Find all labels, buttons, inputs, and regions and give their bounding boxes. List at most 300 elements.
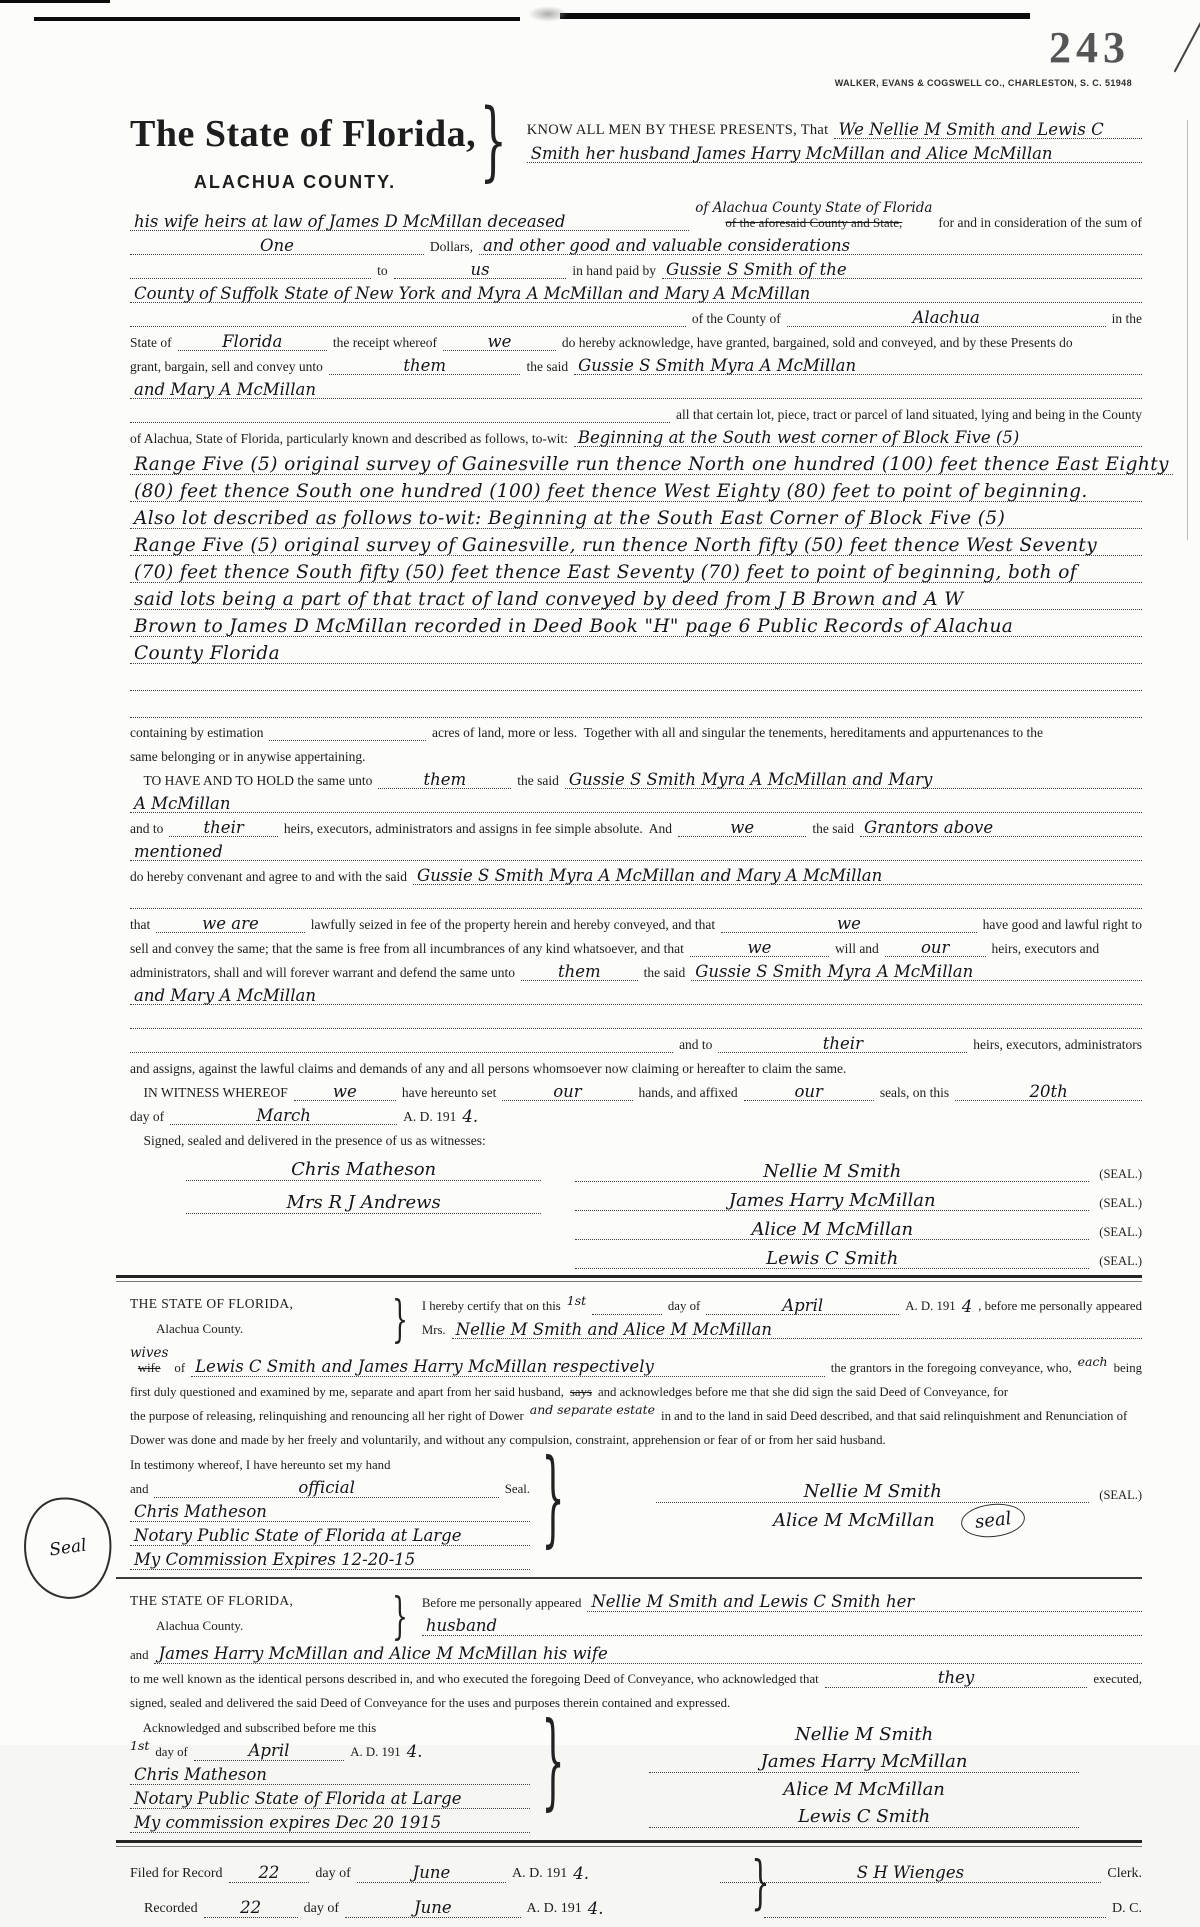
- state-caption: THE STATE OF FLORIDA,: [130, 1296, 294, 1312]
- form-line: [130, 330, 1142, 351]
- printed-text: executed,: [1093, 1671, 1142, 1686]
- handwritten-entry: Gussie S Smith of the: [662, 261, 1142, 279]
- section-divider: [116, 1840, 1142, 1847]
- handwritten-entry: Range Five (5) original survey of Gainesville, run thence North fifty (50) feet thence West Seventy: [130, 536, 1142, 556]
- handwritten-insertion: each: [1077, 1354, 1108, 1370]
- form-line: [130, 1643, 1142, 1664]
- form-line: [130, 1764, 530, 1785]
- scan-edge-line: [1187, 120, 1188, 540]
- header-left: [130, 96, 477, 193]
- handwritten-entry: we: [690, 939, 829, 957]
- blank-line: [764, 1917, 1106, 1918]
- form-line: [422, 1318, 1142, 1339]
- printed-text: same belonging or in anywise appertaining.: [130, 748, 366, 764]
- handwritten-entry: we: [443, 333, 556, 351]
- handwritten-entry: Gussie S Smith Myra A McMillan: [574, 357, 1142, 375]
- circled-seal: seal: [959, 1501, 1026, 1541]
- handwritten-entry: County of Suffolk State of New York and Myra A McMillan and Mary A McMillan: [130, 285, 1142, 303]
- handwritten-entry: We Nellie M Smith and Lewis C: [834, 121, 1142, 139]
- printed-text: and: [130, 1647, 149, 1662]
- form-line: [130, 201, 1142, 231]
- handwritten-entry: we are: [156, 915, 304, 933]
- printed-text: all that certain lot, piece, tract or parcel of land situated, lying and being in the County: [676, 406, 1142, 422]
- printed-text: and to: [130, 820, 164, 836]
- form-line: [130, 1740, 530, 1761]
- printed-text: Acknowledged and subscribed before me this: [130, 1720, 377, 1735]
- printed-text: Mrs.: [421, 1323, 446, 1338]
- handwritten-entry: 4.: [406, 1742, 423, 1762]
- printed-text: being: [1113, 1360, 1142, 1375]
- handwritten-insertion: and separate estate: [529, 1402, 656, 1418]
- form-line: [130, 1008, 1142, 1029]
- printed-text: IN WITNESS WHEREOF: [130, 1084, 288, 1100]
- form-line: [130, 984, 1142, 1005]
- blank-line: [130, 422, 670, 423]
- handwritten-entry: Notary Public State of Florida at Large: [130, 1527, 530, 1545]
- printed-text: in the: [1111, 310, 1142, 326]
- handwritten-entry: us: [394, 261, 567, 279]
- seal-label: (SEAL.): [1099, 1225, 1142, 1240]
- printed-text: heirs, executors, administrators: [973, 1036, 1142, 1052]
- printed-text: will and: [834, 940, 879, 956]
- printed-text: that: [130, 916, 151, 932]
- signature-row: [575, 1211, 1142, 1240]
- document-title: The State of Florida,: [130, 113, 477, 155]
- handwritten-entry: their: [718, 1035, 967, 1053]
- handwritten-insertion: of Alachua County State of Florida: [695, 200, 933, 216]
- form-line: [130, 1788, 530, 1809]
- printed-text: Before me personally appeared: [421, 1595, 582, 1610]
- seal-label: (SEAL.): [1099, 1196, 1142, 1211]
- printed-text: Dollars,: [429, 238, 473, 254]
- form-line: [130, 1453, 530, 1474]
- handwritten-entry: we: [294, 1083, 396, 1101]
- form-line: [130, 402, 1142, 423]
- filing-block: [130, 1847, 1142, 1919]
- printed-text: grant, bargain, sell and convey unto: [130, 358, 323, 374]
- form-line: [130, 1404, 1142, 1425]
- blank-line: [130, 278, 371, 279]
- handwritten-entry: they: [825, 1669, 1088, 1687]
- acknowledgment-body: [130, 1643, 1142, 1712]
- scan-smudge: [528, 6, 568, 22]
- handwritten-entry: Grantors above: [860, 819, 1142, 837]
- printed-text: first duly questioned and examined by me, separate and apart from her said husband,: [130, 1384, 564, 1399]
- printed-text: the said: [643, 964, 686, 980]
- handwritten-entry: Brown to James D McMillan recorded in Deed Book "H" page 6 Public Records of Alachua: [130, 617, 1142, 637]
- printed-text: of the County of: [691, 310, 781, 326]
- property-description: [130, 450, 1169, 718]
- form-line: [130, 744, 1142, 765]
- seal-label: (SEAL.): [1099, 1254, 1142, 1269]
- form-line: [130, 585, 1142, 610]
- printed-text: day of: [303, 1901, 339, 1917]
- handwritten-entry: 22: [229, 1864, 310, 1882]
- consideration-section: [130, 201, 1142, 447]
- form-line: [130, 306, 1142, 327]
- form-line: [422, 1591, 1142, 1612]
- handwritten-entry: Beginning at the South west corner of Block Five (5): [574, 429, 1142, 447]
- printed-text: A. D. 191: [350, 1744, 401, 1759]
- form-line: [130, 1549, 530, 1570]
- handwritten-entry: 4: [961, 1296, 973, 1316]
- notary-signature-block: [130, 1716, 530, 1836]
- acknowledgment-header: [130, 1290, 1142, 1349]
- printed-text: day of: [667, 1299, 701, 1314]
- acknowledging-signatures: [586, 1716, 1142, 1836]
- printed-text: for and in consideration of the sum of: [938, 214, 1142, 230]
- printed-text: of: [174, 1360, 186, 1375]
- form-line: [130, 1032, 1142, 1053]
- premises-opening: [527, 96, 1142, 166]
- printed-text: the said: [812, 820, 855, 836]
- printed-text: Clerk.: [1107, 1866, 1142, 1882]
- blank-line: [130, 717, 1142, 718]
- handwritten-entry: (70) feet thence South fifty (50) feet thence East Seventy (70) feet to point of beginning, both of: [130, 563, 1142, 583]
- acknowledging-signature: Alice M McMillan: [783, 1778, 945, 1800]
- handwritten-entry: Chris Matheson: [130, 1766, 530, 1784]
- form-line: [130, 1080, 1142, 1101]
- printed-text: A. D. 191: [905, 1299, 956, 1314]
- handwritten-entry: husband: [422, 1617, 1142, 1635]
- form-line: [130, 666, 1142, 691]
- blank-line: [130, 326, 686, 327]
- printed-text: day of: [315, 1866, 351, 1882]
- form-line: [130, 840, 1142, 861]
- handwritten-entry: Also lot described as follows to-wit: Beginning at the South East Corner of Block Five (5): [130, 509, 1142, 529]
- brace-glyph: }: [541, 1698, 565, 1821]
- state-caption: THE STATE OF FLORIDA,: [130, 1592, 294, 1608]
- acknowledgment-2: [130, 1586, 1142, 1836]
- printed-text: In testimony whereof, I have hereunto set my hand: [130, 1457, 391, 1472]
- county-caption: Alachua County.: [156, 1321, 244, 1337]
- form-line: [130, 864, 1142, 885]
- covenants-section: [130, 720, 1142, 1149]
- form-line: [130, 282, 1142, 303]
- certify-lines: [422, 1589, 1142, 1641]
- printed-text: seals, on this: [879, 1084, 950, 1100]
- handwritten-entry: mentioned: [130, 843, 1142, 861]
- brace-glyph: }: [751, 1847, 770, 1916]
- printed-text: Dower was done and made by her freely and voluntarily, and without any compulsion, constraint, apprehension or fear of or from her said husband.: [130, 1432, 886, 1447]
- handwritten-insertion: 1st: [130, 1738, 150, 1754]
- form-line: [130, 558, 1142, 583]
- signature-row: [656, 1503, 1142, 1539]
- blank-line: [269, 740, 426, 741]
- form-line: [130, 612, 1142, 637]
- printed-text: administrators, shall and will forever warrant and defend the same unto: [130, 964, 516, 980]
- handwritten-entry: Lewis C Smith and James Harry McMillan respectively: [191, 1358, 825, 1376]
- printed-text: sell and convey the same; that the same is free from all incumbrances of any kind whatsoever, and that: [130, 940, 684, 956]
- acknowledgment-header: [130, 1586, 1142, 1645]
- scan-artifact: [0, 0, 110, 3]
- brace-glyph: }: [541, 1435, 565, 1558]
- county-caption: Alachua County.: [156, 1617, 244, 1633]
- form-line: [130, 504, 1142, 529]
- venue-caption: [130, 1292, 378, 1344]
- printed-text: KNOW ALL MEN BY THESE PRESENTS, That: [526, 121, 829, 138]
- notary-signature-block: [130, 1453, 530, 1573]
- printed-text: heirs, executors, administrators and assigns in fee simple absolute. And: [283, 820, 672, 836]
- blank-line: [130, 908, 1142, 909]
- acknowledging-signature: Nellie M Smith: [794, 1723, 934, 1745]
- signature-row: [575, 1153, 1142, 1182]
- form-line: [130, 792, 1142, 813]
- form-line: [130, 1428, 1142, 1449]
- certify-lines: [422, 1292, 1142, 1344]
- handwritten-entry: One: [130, 237, 424, 255]
- acknowledging-signature: Nellie M Smith: [656, 1483, 1089, 1503]
- handwritten-entry: Alachua: [787, 309, 1106, 327]
- handwritten-entry: Notary Public State of Florida at Large: [130, 1790, 530, 1808]
- handwritten-entry: County Florida: [130, 644, 1142, 664]
- form-line: [130, 1128, 1142, 1149]
- handwritten-entry: Chris Matheson: [130, 1503, 530, 1521]
- form-line: [130, 477, 1142, 502]
- printed-text: to: [377, 262, 388, 278]
- acknowledging-signatures: [586, 1453, 1142, 1573]
- handwritten-entry: Smith her husband James Harry McMillan and Alice McMillan: [527, 145, 1142, 163]
- form-line: [130, 912, 1142, 933]
- printed-text: signed, sealed and delivered the said Deed of Conveyance for the uses and purposes therein contained and expressed.: [130, 1695, 731, 1710]
- printed-text: lawfully seized in fee of the property herein and hereby conveyed, and that: [310, 916, 716, 932]
- handwritten-entry: Nellie M Smith and Alice M McMillan: [452, 1321, 1142, 1339]
- grantor-signature-column: [575, 1153, 1142, 1269]
- printed-text: the purpose of releasing, relinquishing and renouncing all her right of Dower: [130, 1408, 524, 1423]
- handwritten-entry: them: [378, 771, 511, 789]
- printed-text: and acknowledges before me that she did sign the said Deed of Conveyance, for: [597, 1384, 1009, 1399]
- seal-label: (SEAL.): [1099, 1167, 1142, 1182]
- printed-text: I hereby certify that on this: [421, 1299, 561, 1314]
- handwritten-entry: 4.: [573, 1864, 590, 1884]
- handwritten-entry: 22: [204, 1899, 298, 1917]
- scan-artifact: [560, 13, 1030, 19]
- blank-line: [130, 690, 1142, 691]
- form-line: [130, 768, 1142, 789]
- form-line: [130, 1812, 530, 1833]
- section-divider: [116, 1577, 1142, 1579]
- page-number: 243: [1049, 23, 1130, 72]
- printed-text: do hereby acknowledge, have granted, bargained, sold and conveyed, and by these Presents do: [561, 334, 1073, 350]
- form-line: [130, 1056, 1142, 1077]
- form-line: [130, 639, 1142, 664]
- form-line: [130, 936, 1142, 957]
- printed-text: in hand paid by: [572, 262, 657, 278]
- struck-text: wife: [137, 1360, 161, 1375]
- form-line: [130, 426, 1142, 447]
- handwritten-entry: our: [502, 1083, 632, 1101]
- handwritten-entry: Gussie S Smith Myra A McMillan and Mary: [565, 771, 1142, 789]
- handwritten-entry: them: [329, 357, 521, 375]
- handwritten-entry: we: [678, 819, 806, 837]
- form-line: [130, 1477, 530, 1498]
- printed-text: A. D. 191: [512, 1866, 568, 1882]
- document-header: [130, 91, 1142, 193]
- handwritten-entry: April: [706, 1297, 899, 1315]
- printed-text: A. D. 191: [403, 1108, 457, 1124]
- acknowledgment-body: [130, 1346, 1142, 1448]
- handwritten-entry: official: [154, 1479, 498, 1497]
- deed-content: [48, 91, 1169, 1927]
- printed-text: D. C.: [1112, 1901, 1142, 1917]
- acknowledging-signature: James Harry McMillan: [649, 1745, 1079, 1773]
- county-title: ALACHUA COUNTY.: [193, 172, 397, 192]
- form-line: [130, 816, 1142, 837]
- overwritten-text: [695, 201, 932, 231]
- form-line: [527, 142, 1142, 163]
- form-line: [130, 960, 1142, 981]
- handwritten-entry: (80) feet thence South one hundred (100) feet thence West Eighty (80) feet to point of beginning.: [130, 482, 1142, 502]
- handwritten-entry: them: [521, 963, 638, 981]
- form-line: [422, 1615, 1142, 1636]
- form-line: [130, 1104, 1142, 1125]
- printed-text: to me well known as the identical persons described in, and who executed the foregoing Deed of Conveyance, who acknowledged that: [130, 1671, 819, 1686]
- handwritten-entry: June: [357, 1864, 506, 1882]
- form-line: [130, 1667, 1142, 1688]
- printed-text: TO HAVE AND TO HOLD the same unto: [130, 772, 373, 788]
- form-line: [130, 1501, 530, 1522]
- signature-block: [130, 1153, 1142, 1269]
- seal-word: Seal: [48, 1535, 88, 1561]
- handwritten-entry: Nellie M Smith and Lewis C Smith her: [587, 1593, 1142, 1611]
- form-line: [527, 118, 1142, 139]
- grantor-signature: Alice M McMillan: [575, 1221, 1089, 1241]
- handwritten-entry: our: [744, 1083, 874, 1101]
- signature-row: [575, 1240, 1142, 1269]
- handwritten-insertion: wives: [130, 1345, 169, 1362]
- printed-text: containing by estimation: [130, 724, 264, 740]
- form-line: [130, 234, 1142, 255]
- printer-mark: WALKER, EVANS & COGSWELL CO., CHARLESTON, S. C. 51948: [834, 78, 1132, 88]
- printed-text: Recorded: [130, 1901, 198, 1917]
- handwritten-entry: their: [169, 819, 278, 837]
- handwritten-entry: June: [345, 1899, 521, 1917]
- handwritten-entry: Gussie S Smith Myra A McMillan and Mary A McMillan: [413, 867, 1142, 885]
- printed-text: day of: [155, 1744, 188, 1759]
- acknowledging-signature: Alice M McMillan: [773, 1510, 935, 1532]
- printed-text: acres of land, more or less. Together with all and singular the tenements, hereditaments and appurtenances to the: [432, 724, 1043, 740]
- form-line: [130, 378, 1142, 399]
- printed-text: and assigns, against the lawful claims and demands of any and all persons whomsoever now claiming or hereafter to claim the same.: [130, 1060, 847, 1076]
- printed-text: do hereby convenant and agree to and with the said: [130, 868, 408, 884]
- handwritten-entry: 20th: [955, 1083, 1142, 1101]
- form-line: [130, 1892, 1142, 1918]
- struck-text: of the aforesaid County and State,: [725, 215, 903, 231]
- form-line: [130, 693, 1142, 718]
- scan-artifact: [34, 17, 520, 21]
- blank-line: [130, 1028, 1142, 1029]
- handwritten-entry: My Commission Expires 12-20-15: [130, 1551, 530, 1569]
- printed-text: of Alachua, State of Florida, particularly known and described as follows, to-wit:: [130, 430, 568, 446]
- overwritten-text: [130, 1346, 168, 1376]
- printed-text: have good and lawful right to: [982, 916, 1142, 932]
- blank-line: [592, 1314, 662, 1315]
- handwritten-insertion: 1st: [566, 1292, 587, 1308]
- printed-text: Signed, sealed and delivered in the presence of us as witnesses:: [130, 1132, 486, 1148]
- handwritten-entry: S H Wienges: [720, 1864, 1102, 1882]
- handwritten-entry: My commission expires Dec 20 1915: [130, 1814, 530, 1832]
- printed-text: day of: [130, 1108, 165, 1124]
- form-line: [130, 1691, 1142, 1712]
- handwritten-entry: A McMillan: [130, 795, 1142, 813]
- printed-text: the receipt whereof: [332, 334, 438, 350]
- printed-text: State of: [130, 334, 172, 350]
- form-line: [130, 1346, 1142, 1376]
- handwritten-entry: Range Five (5) original survey of Gainesville run thence North one hundred (100) feet thence East Eighty: [130, 455, 1173, 475]
- handwritten-entry: said lots being a part of that tract of land conveyed by deed from J B Brown and A W: [130, 590, 1142, 610]
- brace-glyph: }: [391, 1586, 408, 1645]
- form-line: [130, 720, 1142, 741]
- form-line: [130, 258, 1142, 279]
- handwritten-entry: we: [721, 915, 976, 933]
- blank-line: [130, 1052, 673, 1053]
- handwritten-entry: and other good and valuable considerations: [479, 237, 1142, 255]
- grantor-signature: Lewis C Smith: [575, 1250, 1089, 1270]
- printed-text: in and to the land in said Deed described, and that said relinquishment and Renunciation of: [661, 1408, 1128, 1423]
- handwritten-entry: Gussie S Smith Myra A McMillan: [691, 963, 1142, 981]
- brace-glyph: }: [391, 1290, 408, 1349]
- printed-text: the said: [526, 358, 569, 374]
- handwritten-entry: 4.: [587, 1899, 604, 1919]
- form-line: [130, 1380, 1142, 1401]
- handwritten-entry: 4.: [462, 1106, 479, 1126]
- form-line: [130, 1525, 530, 1546]
- handwritten-entry: March: [170, 1107, 397, 1125]
- signature-row: [656, 1467, 1142, 1503]
- printed-text: Filed for Record: [130, 1866, 223, 1882]
- form-line: [130, 354, 1142, 375]
- handwritten-entry: and Mary A McMillan: [130, 987, 1142, 1005]
- handwritten-entry: James Harry McMillan and Alice M McMillan his wife: [154, 1645, 1142, 1663]
- printed-text: and to: [679, 1036, 713, 1052]
- acknowledgment-1: [48, 1290, 1142, 1572]
- acknowledging-signature: Lewis C Smith: [649, 1800, 1079, 1828]
- form-line: [130, 1857, 1142, 1883]
- printed-text: A. D. 191: [526, 1901, 582, 1917]
- form-line: [130, 888, 1142, 909]
- signature-row: [575, 1182, 1142, 1211]
- form-line: [130, 450, 1169, 475]
- handwritten-entry: his wife heirs at law of James D McMillan deceased: [130, 213, 689, 231]
- venue-caption: [130, 1589, 378, 1641]
- handwritten-entry: Florida: [178, 333, 327, 351]
- section-divider: [116, 1275, 1142, 1282]
- grantor-signature: James Harry McMillan: [575, 1192, 1089, 1212]
- printed-text: Seal.: [504, 1481, 530, 1496]
- form-line: [130, 531, 1142, 556]
- printed-text: , before me personally appeared: [978, 1299, 1142, 1314]
- grantor-signature: Nellie M Smith: [575, 1163, 1089, 1183]
- handwritten-entry: our: [885, 939, 986, 957]
- witness-signature: Mrs R J Andrews: [186, 1194, 541, 1214]
- notary-seal-scribble: [17, 1491, 118, 1604]
- printed-text: the grantors in the foregoing conveyance, who,: [830, 1360, 1072, 1375]
- brace-glyph: }: [479, 91, 508, 191]
- handwritten-entry: April: [194, 1742, 344, 1760]
- scan-artifact: [1174, 10, 1200, 73]
- seal-label: (SEAL.): [1099, 1487, 1142, 1502]
- printed-text: have hereunto set: [401, 1084, 497, 1100]
- struck-text: says: [569, 1384, 592, 1399]
- witness-signature: Chris Matheson: [186, 1161, 541, 1181]
- form-line: [422, 1294, 1142, 1315]
- handwritten-entry: and Mary A McMillan: [130, 381, 1142, 399]
- witness-column: [130, 1153, 575, 1269]
- printed-text: heirs, executors and: [991, 940, 1100, 956]
- form-line: [130, 1716, 530, 1737]
- printed-text: the said: [517, 772, 559, 788]
- printed-text: and: [130, 1481, 149, 1496]
